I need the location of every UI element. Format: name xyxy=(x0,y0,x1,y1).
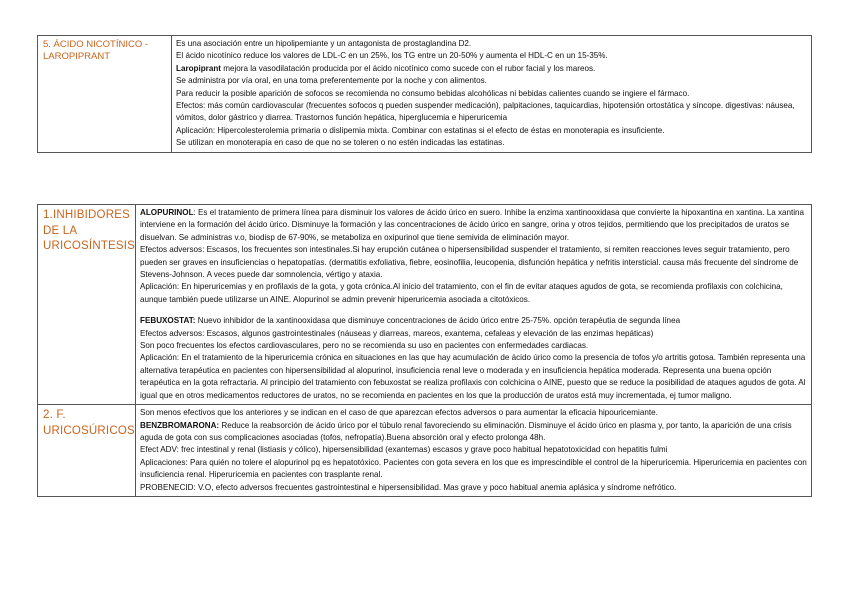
nicotinico-line: Se utilizan en monoterapia en caso de que no se toleren o no estén indicadas las estatinas. xyxy=(176,138,505,148)
febuxostat-paragraph xyxy=(140,315,807,327)
uricosuricos-intro: Son menos efectivos que los anteriores y se indican en el caso de que aparezcan efectos adversos o para aumentar la eficacia hipouricemiante. xyxy=(140,408,658,418)
benzbromarona-application: Aplicaciones: Para quién no tolere el alopurinol pq es hepatotóxico. Pacientes con gota severa en los que es imprescindible el control de la hiperuricemia. Hiperuricemia en pacientes con insuficiencia renal. Hiperuricemia en pacientes con trasplante renal. xyxy=(140,457,807,480)
nicotinico-content xyxy=(172,36,812,153)
febuxostat-application: Aplicación: En el tratamiento de la hiperuricemia crónica en situaciones en las que hay acumulación de ácido úrico como la presencia de tofos y/o artritis gotosa. También representa una alternativa terapéutica en pacientes con hipersensibilidad al alopurinol, insuficiencia renal leve o moderada y en insuficiencia hepática moderada. Representa una buena opción terapéutica en la gota refractaria. Al principio del tratamiento con febuxostat se realiza profilaxis con colchicina o AINE, puesto que se reduce la posibilidad de ataques agudos de gota. Al igual que en otros medicamentos reductores de uratos, no se recomienda en pacientes en los que la producción de uratos está muy incrementada, ej tumor maligno. xyxy=(140,353,806,400)
nicotinico-line: Se administra por vía oral, en una toma preferentemente por la noche y con alimentos. xyxy=(176,76,487,86)
febuxostat-cardio: Son poco frecuentes los efectos cardiovasculares, pero no se recomienda su uso en pacientes con enfermedades cardiacas. xyxy=(140,341,589,351)
alopurinol-adverse: Efectos adversos: Escasos, los frecuentes son intestinales.Si hay erupción cutánea o hipersensibilidad suspender el tratamiento, si remiten reacciones leves seguir tratamiento, pero pueden ser graves en insuficiencias o hepatopatías. (dermatitis exfoliativa, fiebre, eosinofilia, leucopenia, disfunción hepática y nefritis intersticial. causa más frecuente del síndrome de Stevens-Johnson. A veces puede dar somnolencia, vértigo y ataxia. xyxy=(140,245,799,280)
probenecid-paragraph: PROBENECID: V.O, efecto adversos frecuentes gastrointestinal e hipersensibilidad. Mas grave y poco habitual anemia aplásica y síndrome nefrótico. xyxy=(140,482,677,492)
nicotinico-line: El ácido nicotínico reduce los valores de LDL-C en un 25%, los TG entre un 20-50% y aumenta el HDL-C en un 15-35%. xyxy=(176,51,608,61)
alopurinol-label: ALOPURINOL xyxy=(140,208,194,217)
benzbromarona-text: Reduce la reabsorción de ácido úrico por el túbulo renal favoreciendo su eliminación. Disminuye el ácido úrico en plasma y, por tanto, la aparición de una crisis aguda de gota con sus complicaciones asociadas (tofos, nefropatía).Buena absorción oral y efecto prolonga 48h. xyxy=(140,420,792,442)
laropiprant-line xyxy=(176,63,807,75)
benzbromarona-adverse: Efect ADV: frec intestinal y renal (listiasis y cólico), hipersensibilidad (exantemas) escasos y grave poco habitual hepatotoxicidad con hepatitis fulmi xyxy=(140,445,668,455)
uricosintesis-content xyxy=(136,205,812,405)
alopurinol-paragraph xyxy=(140,207,807,244)
uricosuricos-content xyxy=(136,405,812,497)
nicotinico-line: Es una asociación entre un hipolipemiante y un antagonista de prostaglandina D2. xyxy=(176,39,472,48)
uricosuricos-heading: 2. F. URICOSÚRICOS xyxy=(38,405,136,497)
benzbromarona-paragraph xyxy=(140,420,807,445)
gota-table xyxy=(37,204,812,497)
nicotinico-heading: 5. ÁCIDO NICOTÍNICO - LAROPIPRANT xyxy=(38,36,172,153)
febuxostat-text: Nuevo inhibidor de la xantinooxidasa que disminuye concentraciones de ácido úrico entre 25-75%. opción terapéutia de segunda línea xyxy=(195,316,681,326)
alopurinol-text: : Es el tratamiento de primera línea para disminuir los valores de ácido úrico en suero. Inhibe la enzima xantinooxidasa que convierte la hipoxantina en xantina. La xantina interviene en la formación del ácido úrico. Disminuye la formación y las concentraciones de ácido úrico en sangre, orina y otros tejidos, permitiendo que los precipitados de uratos se disuelvan. Se administras v.o, biodisp de 67-90%, se metaboliza en oxipurinol que tiene semivida de eliminación mayor. xyxy=(140,208,805,242)
laropiprant-label: Laropiprant xyxy=(176,63,221,73)
febuxostat-adverse: Efectos adversos: Escasos, algunos gastrointestinales (náuseas y diarreas, mareos, exantema, cefaleas y elevación de las enzimas hepáticas) xyxy=(140,328,654,338)
benzbromarona-label: BENZBROMARONA: xyxy=(140,420,220,430)
nicotinico-line: Para reducir la posible aparición de sofocos se recomienda no consumo bebidas alcohólicas ni bebidas calientes cuando se ingiere el fármaco. xyxy=(176,88,690,98)
uricosintesis-heading: 1.INHIBIDORES DE LA URICOSÍNTESIS xyxy=(38,205,136,405)
laropiprant-text: mejora la vasodilatación producida por el ácido nicotínico como sucede con el rubor facial y los mareos. xyxy=(220,63,596,73)
nicotinico-line: Aplicación: Hipercolesterolemia primaria o dislipemia mixta. Combinar con estatinas si el efecto de éstas en monoterapia es insuficiente. xyxy=(176,125,665,135)
nicotinico-line: Efectos: más común cardiovascular (frecuentes sofocos q pueden suspender medicación), palpitaciones, taquicardias, hipotensión ortostática y síncope. digestivas: náusea, vómitos, dolor gástrico y diarrea. Trastornos función hepática, hiperglucemia e hiperuricemia xyxy=(176,101,795,123)
nicotinico-table xyxy=(37,35,812,153)
febuxostat-label: FEBUXOSTAT: xyxy=(140,316,196,326)
alopurinol-application: Aplicación: En hiperuricemias y en profilaxis de la gota, y gota crónica.Al inicio del tratamiento, con el fin de evitar ataques agudos de gota, se recomienda profilaxis con colchicina, aunque también puede utilizarse un AINE. Alopurinol se admin prevenir hiperuricemia asociada a citotóxicos. xyxy=(140,282,783,304)
